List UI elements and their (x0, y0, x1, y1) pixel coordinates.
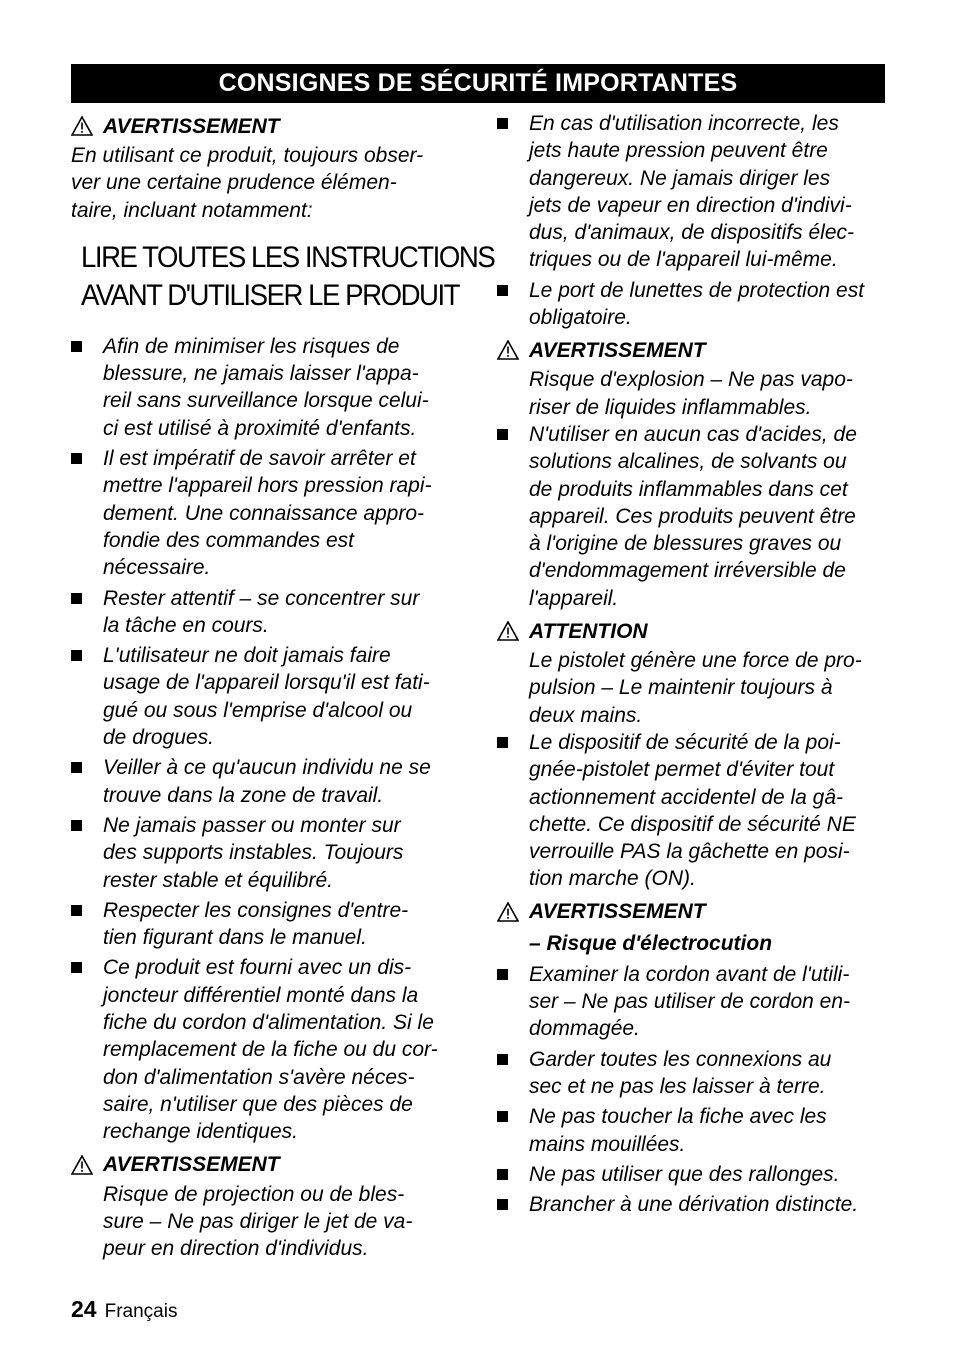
bullet-square-icon (71, 762, 82, 773)
warning-label: AVERTISSEMENT (529, 900, 706, 924)
bullet-square-icon (497, 285, 508, 296)
list-item-text: Respecter les consignes d'entre- tien figurant dans le manuel. (103, 898, 409, 950)
list-item (497, 1161, 889, 1188)
left-column (71, 110, 495, 1262)
footer-language: Français (104, 1301, 178, 1322)
bullet-square-icon (497, 1169, 508, 1180)
list-item (497, 1191, 889, 1218)
list-item-text: Ce produit est fourni avec un dis- joncteur différentiel monté dans la fiche du cordon d'alimentation. Si le remplacement de la fiche ou du cor- don d'alimentation s'avère néces- saire, n'utiliser que des pièces de rechange identiques. (103, 956, 438, 1144)
instructions-title (81, 239, 495, 315)
page-number: 24 (71, 1296, 97, 1322)
section-header (71, 64, 885, 103)
list-item-text: Brancher à une dérivation distincte. (529, 1193, 859, 1217)
warning-label: AVERTISSEMENT (103, 1153, 280, 1176)
attention-paragraph: Le pistolet génère une force de pro- pulsion – Le maintenir toujours à deux mains. (529, 649, 862, 727)
bullet-square-icon (497, 1199, 508, 1210)
attention-text (497, 647, 889, 729)
list-item (497, 961, 889, 1043)
intro-paragraph: En utilisant ce produit, toujours obser- ver une certaine prudence élémen- taire, incluant notamment: (71, 144, 424, 222)
list-item (497, 729, 889, 893)
bullet-square-icon (497, 1054, 508, 1065)
attention-heading (497, 615, 889, 647)
list-item-text: Le port de lunettes de protection est obligatoire. (529, 278, 865, 330)
warning-label: AVERTISSEMENT (103, 114, 280, 138)
safety-list (71, 333, 463, 1146)
list-item (71, 642, 463, 751)
electrocution-subheading: – Risque d'électrocution (529, 931, 773, 955)
bullet-square-icon (71, 650, 82, 661)
list-item-text: Il est impératif de savoir arrêter et mettre l'appareil hors pression rapi- dement. Une connaissance appro- fondie des commandes est nécessaire. (103, 447, 432, 580)
list-item-text: Ne pas toucher la fiche avec les mains mouillées. (529, 1105, 827, 1156)
list-item (497, 277, 889, 332)
warning-heading (497, 334, 889, 366)
warning-triangle-icon (497, 902, 519, 922)
bullet-square-icon (497, 737, 508, 748)
list-item (71, 954, 463, 1145)
list-item-text: En cas d'utilisation incorrecte, les jets haute pression peuvent être dangereux. Ne jamais diriger les jets de vapeur en direction d'indivi- dus, d'animaux, de dispositifs élec- triques ou de l'appareil lui-même. (529, 112, 855, 272)
list-item (71, 812, 463, 894)
warning-text (497, 366, 889, 421)
attention-label: ATTENTION (529, 619, 648, 643)
list-item-text: Ne pas utiliser que des rallonges. (529, 1162, 840, 1186)
list-item (497, 1046, 889, 1101)
bullet-square-icon (71, 341, 82, 352)
bullet-square-icon (497, 118, 508, 129)
bullet-square-icon (497, 429, 508, 440)
warning-heading (497, 896, 889, 928)
list-item (497, 421, 889, 612)
list-item (71, 897, 463, 952)
list-item-text: Garder toutes les connexions au sec et ne pas les laisser à terre. (529, 1047, 832, 1098)
bullet-square-icon (497, 1111, 508, 1122)
list-item (71, 585, 463, 640)
instructions-title-line: AVANT D'UTILISER LE PRODUIT (81, 278, 460, 312)
safety-list (497, 729, 889, 893)
bullet-square-icon (71, 820, 82, 831)
warning-triangle-icon (71, 116, 93, 136)
list-item (497, 1103, 889, 1158)
right-column (497, 110, 889, 1221)
page-footer (71, 1296, 177, 1323)
warning-paragraph: Risque de projection ou de bles- sure – Ne pas diriger le jet de va- peur en direction d'individus. (103, 1182, 413, 1261)
warning-triangle-icon (497, 621, 519, 641)
list-item-text: Ne jamais passer ou monter sur des supports instables. Toujours rester stable et équilibré. (103, 813, 404, 892)
warning-triangle-icon (497, 340, 519, 360)
warning-label: AVERTISSEMENT (529, 338, 706, 362)
list-item (497, 110, 889, 274)
list-item-text: Veiller à ce qu'aucun individu ne se trouve dans la zone de travail. (103, 756, 431, 807)
list-item-text: N'utiliser en aucun cas d'acides, de solutions alcalines, de solvants ou de produits inflammables dans cet appareil. Ces produits peuvent être à l'origine de blessures graves ou d'endommagement irréversible de l'appareil. (529, 422, 857, 610)
section-title: CONSIGNES DE SÉCURITÉ IMPORTANTES (218, 69, 738, 97)
warning-text (71, 1181, 463, 1263)
list-item (71, 333, 463, 442)
list-item-text: Examiner la cordon avant de l'utili- ser – Ne pas utiliser de cordon en- dommagée. (529, 962, 850, 1041)
warning-triangle-icon (71, 1155, 93, 1175)
warning-heading (71, 1149, 463, 1181)
safety-list (497, 421, 889, 612)
warning-heading (71, 110, 463, 142)
list-item-text: Le dispositif de sécurité de la poi- gnée-pistolet permet d'éviter tout actionnement accidentel de la gâ- chette. Ce dispositif de sécurité NE verrouille PAS la gâchette en posi- tion marche (ON). (529, 730, 856, 891)
bullet-square-icon (71, 962, 82, 973)
instructions-title-line: LIRE TOUTES LES INSTRUCTIONS (81, 240, 495, 274)
bullet-square-icon (71, 905, 82, 916)
warning-paragraph: Risque d'explosion – Ne pas vapo- riser de liquides inflammables. (529, 368, 853, 419)
list-item-text: Afin de minimiser les risques de blessure, ne jamais laisser l'appa- reil sans surveillance lorsque celui- ci est utilisé à proximité d'enfants. (103, 334, 429, 440)
bullet-square-icon (71, 593, 82, 604)
safety-list (497, 110, 889, 331)
list-item (71, 445, 463, 581)
list-item (71, 754, 463, 809)
bullet-square-icon (71, 453, 82, 464)
intro-text (71, 142, 463, 224)
safety-list (497, 961, 889, 1219)
list-item-text: Rester attentif – se concentrer sur la tâche en cours. (103, 586, 420, 637)
bullet-square-icon (497, 969, 508, 980)
list-item-text: L'utilisateur ne doit jamais faire usage de l'appareil lorsqu'il est fati- gué ou sous l'emprise d'alcool ou de drogues. (103, 644, 430, 750)
